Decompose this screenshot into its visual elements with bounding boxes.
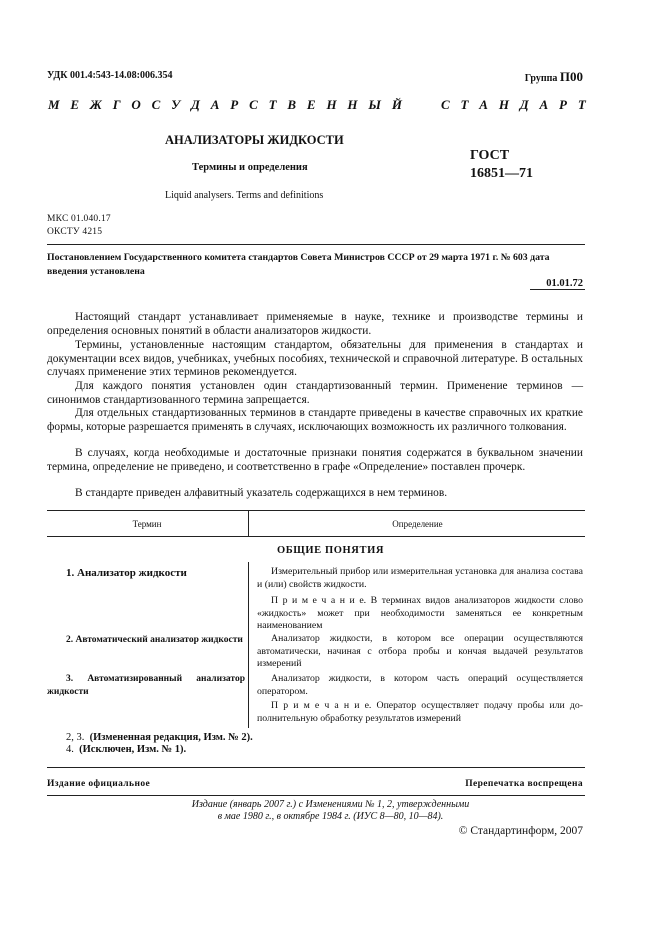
group-code: [525, 69, 583, 85]
banner-letter: А: [479, 97, 488, 112]
english-title: Liquid analysers. Terms and definitions: [165, 190, 324, 201]
banner-letter: Р: [559, 97, 567, 112]
definition-1: Измерительный прибор или измерительная установка для анализа состава и (или) свойств жидкости.: [257, 566, 583, 590]
banner-letter: Т: [268, 97, 277, 112]
banner-letter: С: [440, 97, 450, 112]
official-edition-label: Издание официальное: [47, 779, 151, 789]
table-header-divider: [248, 510, 249, 536]
banner-letter: А: [210, 97, 220, 112]
note-3: П р и м е ч а н и е. Оператор осуществляет подачу пробы или дополнительную обработку результатов измерений: [257, 700, 583, 724]
table-header-rule: [47, 536, 585, 537]
banner-letter: Р: [230, 97, 239, 112]
gost-label: ГОСТ: [470, 148, 510, 163]
okstu-code: ОКСТУ 4215: [47, 227, 103, 237]
footer-rule-2: [47, 795, 585, 796]
table-body-divider: [248, 562, 249, 728]
column-header-definition: Определение: [392, 519, 443, 529]
change-note-1-text: (Измененная редакция, Изм. № 2).: [89, 732, 253, 743]
banner-letter: Е: [306, 97, 316, 112]
column-header-term: Термин: [132, 519, 162, 529]
change-note-2-text: (Исключен, Изм. № 1).: [79, 744, 187, 755]
udk-code: УДК 001.4:543-14.08:006.354: [47, 70, 173, 81]
banner-letter: А: [539, 97, 549, 112]
banner-letter: Т: [577, 97, 586, 112]
document-subtitle: Термины и определения: [192, 162, 308, 173]
term-1: 1. Анализатор жидкости: [66, 567, 187, 579]
intro-paragraph: Настоящий стандарт устанавливает применяемые в науке, технике и производстве термины и определения основных понятий в области анализаторов жидкости.: [47, 311, 583, 337]
banner-letter: В: [287, 97, 297, 112]
interstate-standard-banner: [48, 97, 586, 113]
banner-letter: Н: [326, 97, 337, 112]
gost-number: 16851—71: [470, 166, 533, 181]
banner-letter: [427, 97, 430, 113]
intro-paragraph: В стандарте приведен алфавитный указатель содержащихся в нем терминов.: [75, 487, 448, 499]
banner-letter: Г: [112, 97, 121, 112]
banner-letter: [413, 97, 416, 113]
edition-line-2: в мае 1980 г., в октябре 1984 г. (ИУС 8—80, 10—84).: [217, 811, 444, 822]
reprint-prohibited-label: Перепечатка воспрещена: [465, 779, 583, 789]
banner-letter: М: [48, 97, 60, 112]
banner-letter: Е: [70, 97, 80, 112]
banner-letter: Н: [498, 97, 509, 112]
banner-letter: Ж: [89, 97, 102, 112]
banner-letter: О: [131, 97, 141, 112]
intro-paragraph: Термины, установленные настоящим стандартом, обязательны для применения в стандартах и документации всех видов, учебниках, учебных пособиях, технической и справочной литературе. В остальных случаях применение этих терминов рекомендуется.: [47, 339, 583, 379]
mks-code: МКС 01.040.17: [47, 214, 111, 224]
note-1: П р и м е ч а н и е. В терминах видов анализаторов жидкости слово «жидкость» может при необходимости заменяться ее конкретным наименованием: [257, 595, 583, 632]
footer-rule: [47, 767, 585, 768]
copyright: © Стандартинформ, 2007: [458, 825, 583, 837]
banner-letter: Й: [391, 97, 402, 112]
banner-letter: Д: [191, 97, 200, 112]
banner-letter: Д: [519, 97, 529, 112]
group-number: П00: [559, 69, 583, 84]
banner-letter: Ы: [368, 97, 381, 112]
definition-2: Анализатор жидкости, в котором все операции осуществляются автоматически, начиная с отбора пробы и кончая выдачей результатов измерений: [257, 633, 583, 670]
group-label: Группа: [524, 73, 558, 84]
intro-paragraph: В случаях, когда необходимые и достаточные признаки понятия содержатся в буквальном значении термина, определение не приведено, и соответственно в графе «Определение» поставлен прочерк.: [47, 447, 583, 473]
banner-letter: С: [151, 97, 161, 112]
table-top-rule: [47, 510, 585, 511]
banner-letter: У: [171, 97, 181, 112]
document-title: АНАЛИЗАТОРЫ ЖИДКОСТИ: [165, 133, 344, 147]
term-3: 3. Автоматизированный анализатор жидкости: [47, 674, 245, 697]
banner-letter: Т: [460, 97, 469, 112]
effective-date: 01.01.72: [546, 278, 583, 289]
date-underline: [530, 289, 585, 290]
change-note-1-prefix: 2, 3.: [66, 732, 85, 743]
definition-3: Анализатор жидкости, в котором часть операций осуществляется оператором.: [257, 673, 583, 697]
edition-line-1: Издание (январь 2007 г.) с Изменениями № 1, 2, утвержденными: [191, 799, 470, 810]
change-note-2-prefix: 4.: [66, 744, 74, 755]
section-heading: ОБЩИЕ ПОНЯТИЯ: [276, 545, 385, 556]
term-2: 2. Автоматический анализатор жидкости: [66, 635, 243, 645]
intro-paragraph: Для каждого понятия установлен один стандартизованный термин. Применение терминов — синонимов стандартизованного термина запрещается.: [47, 380, 583, 406]
change-note-1: [66, 732, 253, 743]
banner-letter: С: [249, 97, 258, 112]
change-note-2: [66, 744, 186, 755]
intro-paragraph: Для отдельных стандартизованных терминов в стандарте приведены в качестве справочных их краткие формы, которые разрешается применять в случаях, исключающих возможность их различного толкования.: [47, 407, 583, 433]
decree-text: Постановлением Государственного комитета стандартов Совета Министров СССР от 29 марта 1971 г. № 603 дата введения установлена: [47, 252, 550, 277]
banner-letter: Н: [347, 97, 358, 112]
divider: [47, 244, 585, 245]
